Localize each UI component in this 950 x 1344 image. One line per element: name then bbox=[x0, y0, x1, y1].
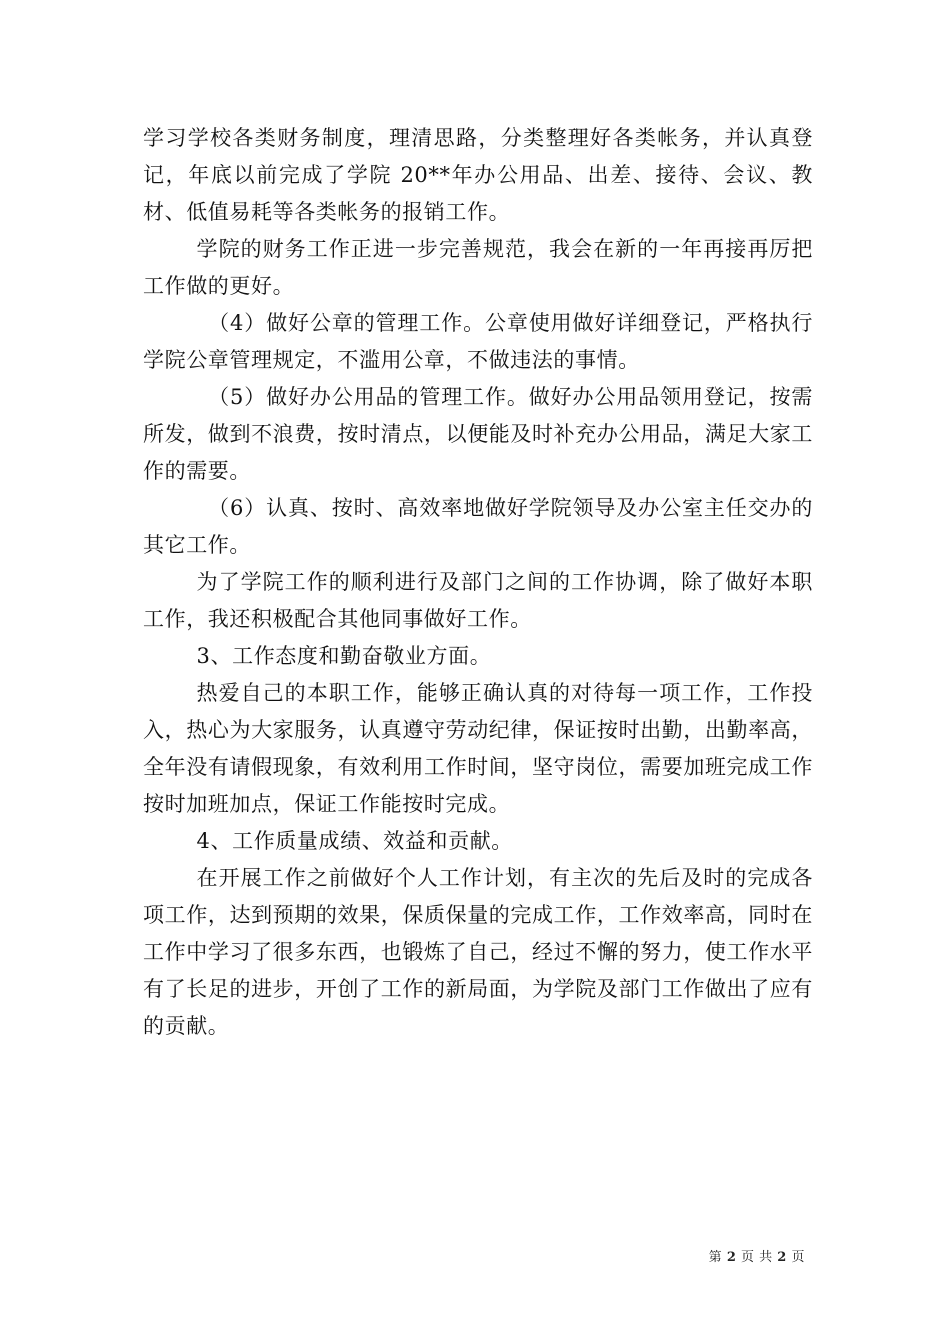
total-page-number: 2 bbox=[777, 1250, 787, 1265]
current-page-number: 2 bbox=[726, 1250, 737, 1265]
footer-suffix: 页 bbox=[791, 1250, 805, 1265]
paragraph-cooperation: 为了学院工作的顺利进行及部门之间的工作协调，除了做好本职工作，我还积极配合其他同事做好工作。 bbox=[143, 570, 813, 631]
paragraph-finance-improvement: 学院的财务工作正进一步完善规范，我会在新的一年再接再厉把工作做的更好。 bbox=[143, 237, 813, 298]
paragraph-finance-registration: 学习学校各类财务制度，理清思路，分类整理好各类帐务，并认真登记，年底以前完成了学院 20**年办公用品、出差、接待、会议、教材、低值易耗等各类帐务的报销工作。 bbox=[143, 126, 813, 224]
paragraph-item-4-seal-management: （4）做好公章的管理工作。公章使用做好详细登记，严格执行学院公章管理规定，不滥用公章，不做违法的事情。 bbox=[143, 311, 813, 372]
footer-middle: 页 共 bbox=[741, 1250, 773, 1265]
footer-prefix: 第 bbox=[708, 1250, 723, 1265]
paragraph-item-6-other-tasks: （6）认真、按时、高效率地做好学院领导及办公室主任交办的其它工作。 bbox=[143, 496, 813, 557]
paragraph-work-attitude: 热爱自己的本职工作，能够正确认真的对待每一项工作，工作投入，热心为大家服务，认真遵守劳动纪律，保证按时出勤，出勤率高，全年没有请假现象，有效利用工作时间，坚守岗位，需要加班完成工作按时加班加点，保证工作能按时完成。 bbox=[143, 681, 813, 816]
paragraph-work-quality: 在开展工作之前做好个人工作计划，有主次的先后及时的完成各项工作，达到预期的效果，保质保量的完成工作，工作效率高，同时在工作中学习了很多东西，也锻炼了自己，经过不懈的努力，使工作水平有了长足的进步，开创了工作的新局面，为学院及部门工作做出了应有的贡献。 bbox=[143, 866, 813, 1038]
paragraph-item-5-office-supplies: （5）做好办公用品的管理工作。做好办公用品领用登记，按需所发，做到不浪费，按时清点，以便能及时补充办公用品，满足大家工作的需要。 bbox=[143, 385, 813, 483]
section-heading-work-attitude: 3、工作态度和勤奋敬业方面。 bbox=[196, 644, 492, 668]
section-heading-work-quality: 4、工作质量成绩、效益和贡献。 bbox=[196, 829, 513, 853]
page-number-footer bbox=[709, 1249, 805, 1267]
document-body bbox=[143, 120, 813, 1045]
